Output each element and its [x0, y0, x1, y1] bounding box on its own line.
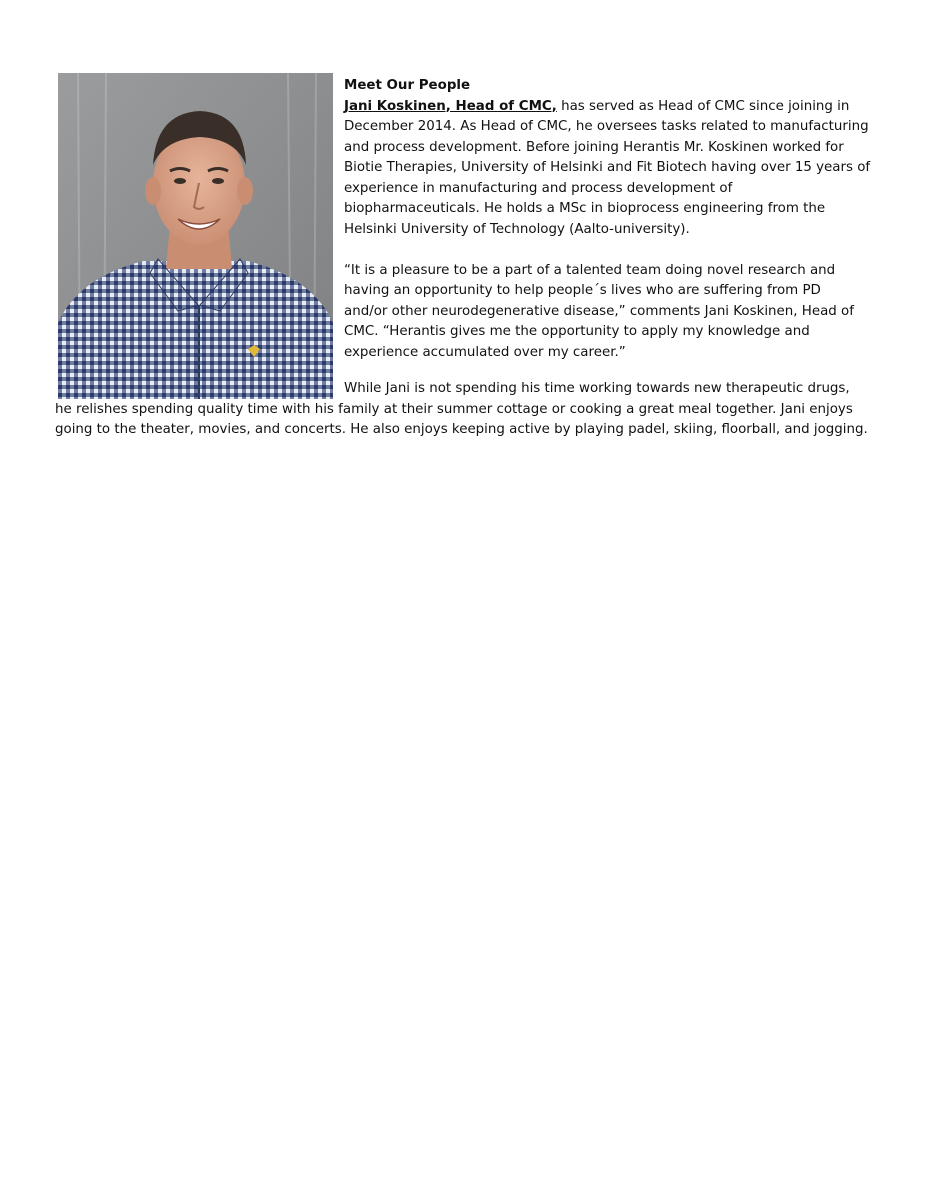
closing-line: going to the theater, movies, and concerts. He also enjoys keeping active by playing padel, skiing, floorball, and jogging. — [55, 422, 868, 437]
closing-paragraph — [55, 379, 895, 441]
quote-line: “It is a pleasure to be a part of a talented team doing novel research and — [344, 262, 836, 278]
quote-line: experience accumulated over my career.” — [344, 344, 626, 360]
paragraph-spacer — [344, 240, 884, 261]
closing-line: While Jani is not spending his time working towards new therapeutic drugs, — [344, 381, 850, 396]
quote-line: having an opportunity to help people´s lives who are suffering from PD — [344, 283, 821, 298]
intro-line-1-rest: has served as Head of CMC since joining in — [556, 98, 850, 114]
section-heading: Meet Our People — [344, 78, 471, 93]
name-title: Jani Koskinen, Head of CMC, — [344, 98, 557, 114]
intro-line: experience in manufacturing and process development of — [344, 180, 733, 196]
portrait-photo — [58, 73, 333, 399]
intro-line: December 2014. As Head of CMC, he oversees tasks related to manufacturing — [344, 119, 869, 134]
intro-line: biopharmaceuticals. He holds a MSc in bioprocess engineering from the — [344, 201, 826, 216]
quote-line: and/or other neurodegenerative disease,” comments Jani Koskinen, Head of — [344, 303, 854, 319]
intro-line: Biotie Therapies, University of Helsinki and Fit Biotech having over 15 years of — [344, 160, 871, 175]
intro-line: Helsinki University of Technology (Aalto-university). — [344, 221, 690, 237]
quote-line: CMC. “Herantis gives me the opportunity to apply my knowledge and — [344, 324, 810, 339]
intro-line-1 — [344, 97, 884, 118]
intro-line: and process development. Before joining Herantis Mr. Koskinen worked for — [344, 139, 844, 155]
bio-text-block — [344, 76, 884, 363]
closing-line: he relishes spending quality time with his family at their summer cottage or cooking a great meal together. Jani enjoys — [55, 401, 853, 417]
